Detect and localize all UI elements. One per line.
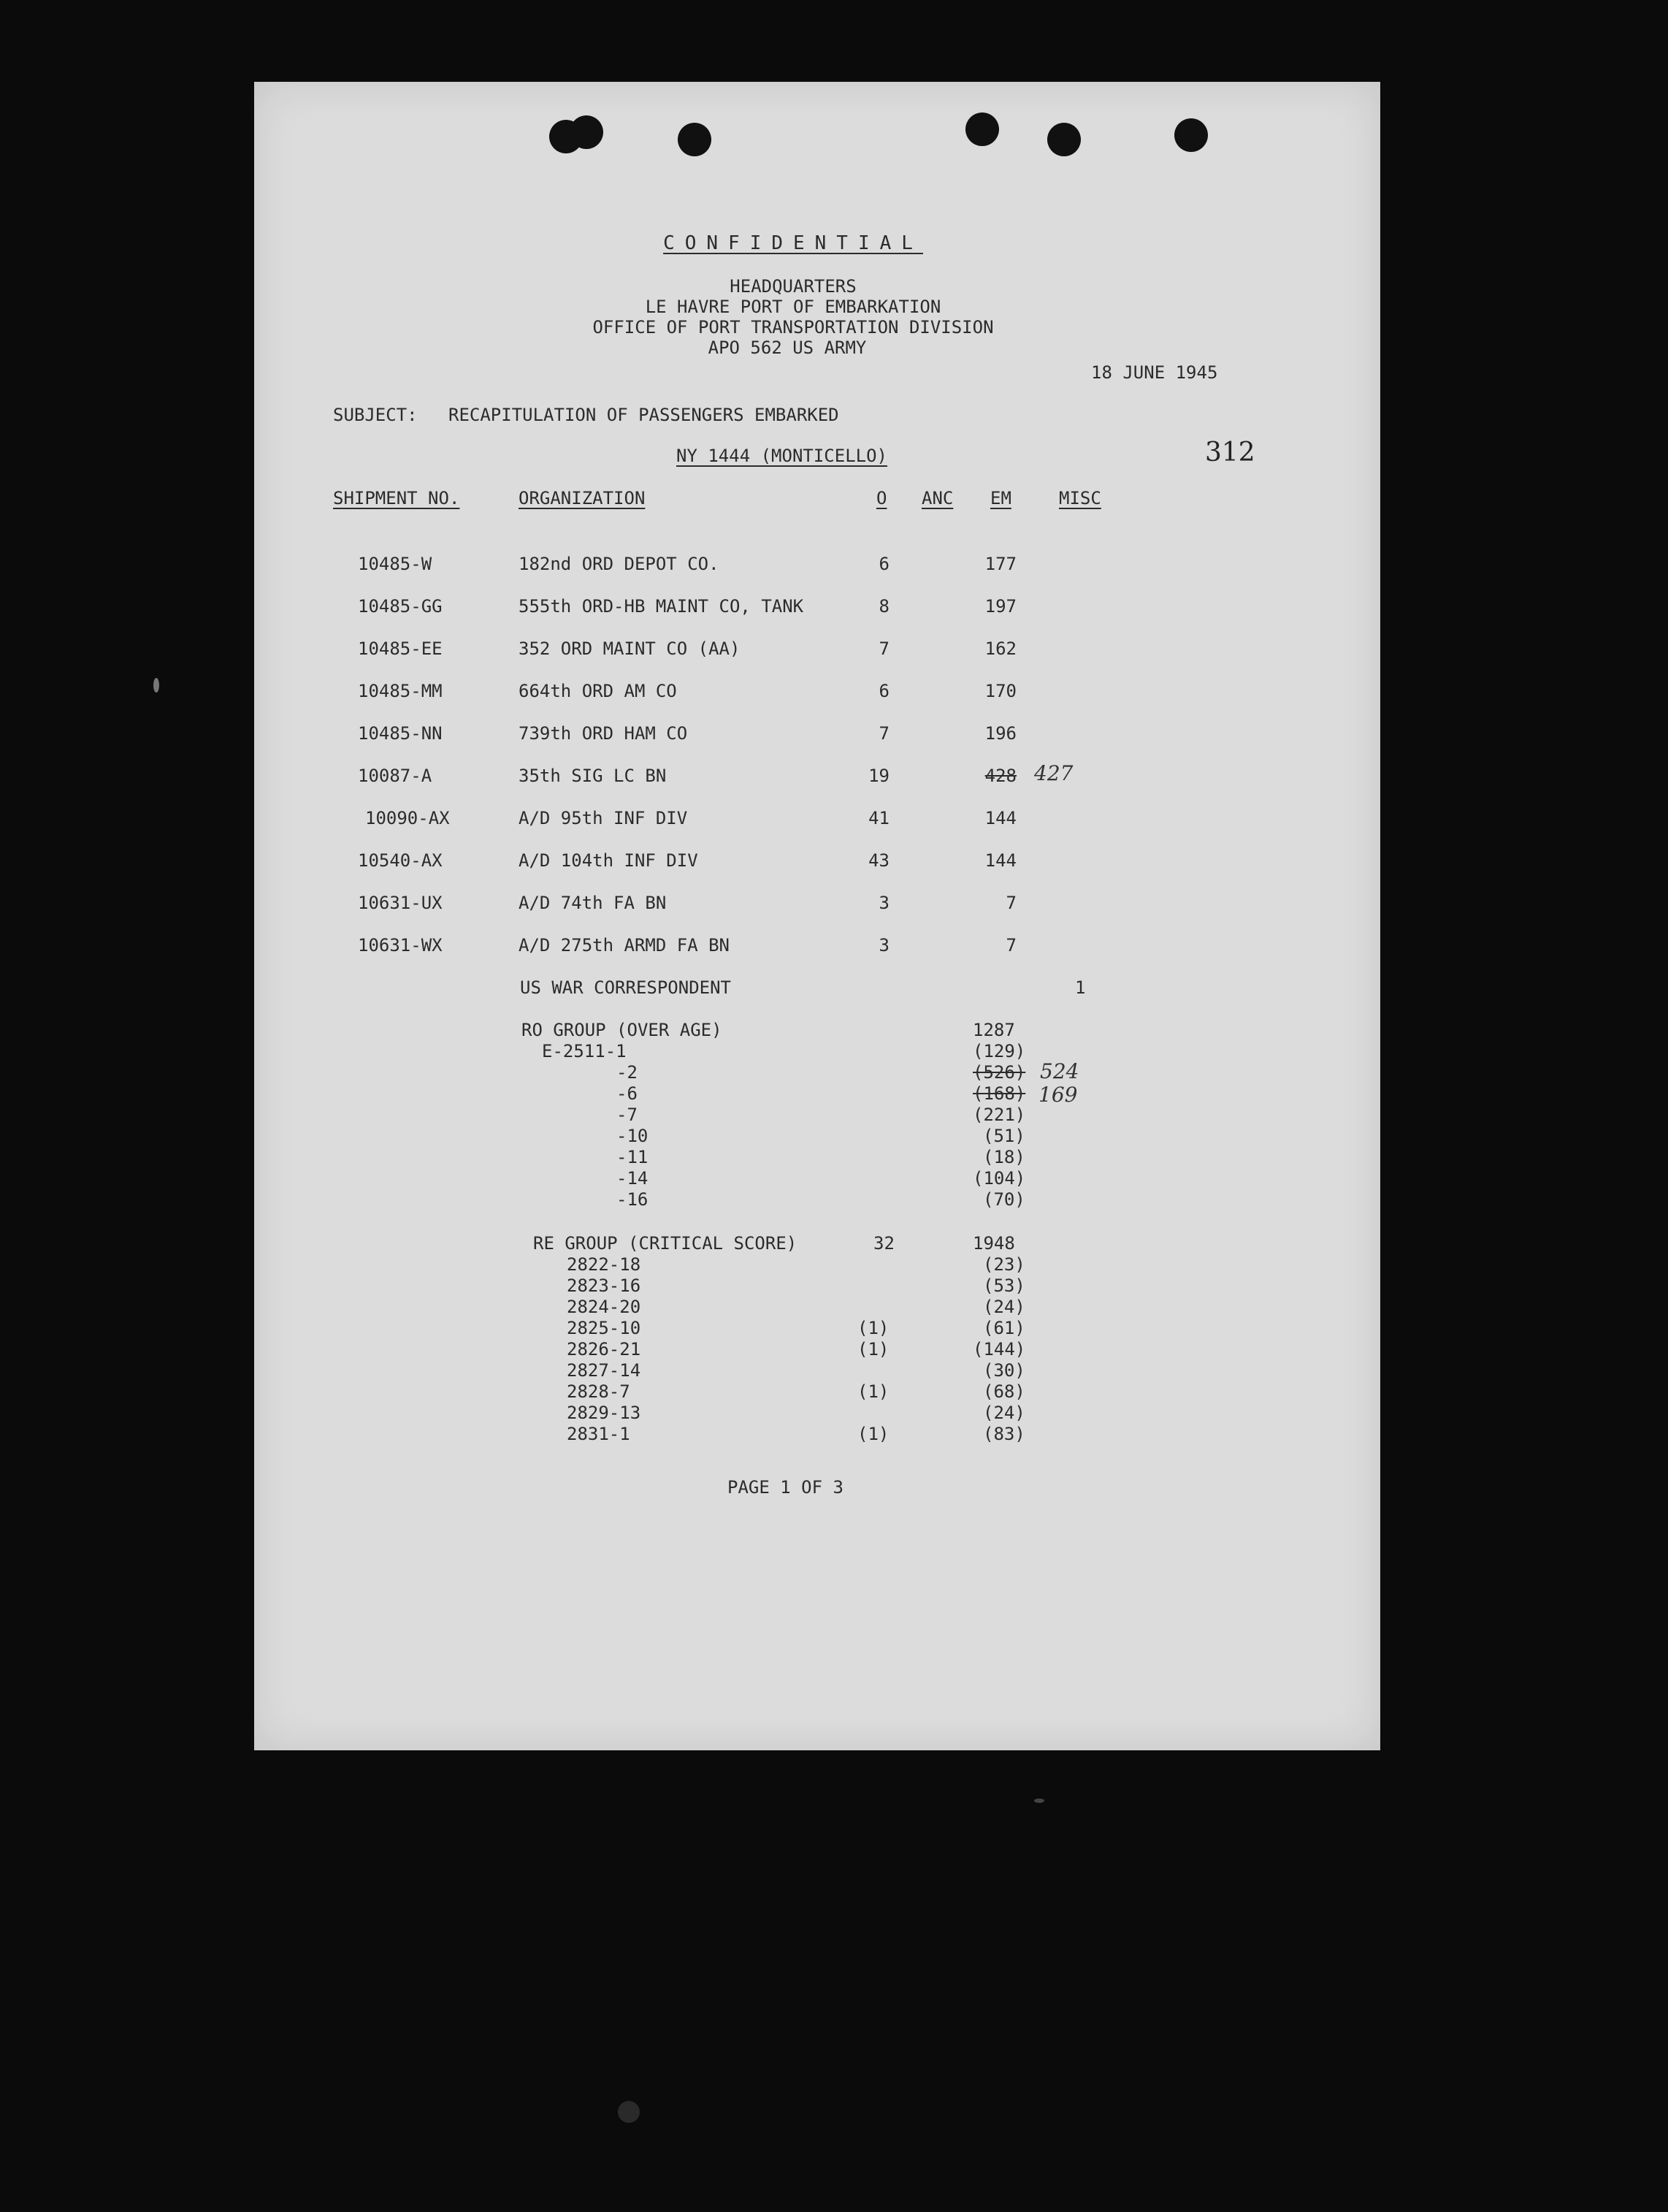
ro-code: -7 (616, 1105, 638, 1125)
enlisted: 162 (984, 638, 1017, 659)
officers: 6 (879, 554, 890, 574)
shipment-no: 10631-UX (358, 893, 443, 913)
re-em: (24) (983, 1403, 1025, 1423)
shipment-no: 10485-GG (358, 596, 443, 617)
enlisted: 197 (984, 596, 1017, 617)
col-em: EM (990, 488, 1011, 508)
re-group-o-total: 32 (873, 1233, 895, 1254)
officers: 19 (868, 766, 890, 786)
ro-code: E-2511-1 (542, 1041, 627, 1061)
scan-speck (1034, 1799, 1044, 1803)
re-em: (30) (983, 1360, 1025, 1381)
col-anc: ANC (922, 488, 954, 508)
enlisted: 144 (984, 808, 1017, 828)
ro-em: (18) (983, 1147, 1025, 1167)
officers: 7 (879, 723, 890, 744)
shipment-no: 10631-WX (358, 935, 443, 956)
subject-text: RECAPITULATION OF PASSENGERS EMBARKED (448, 405, 839, 425)
enlisted: 144 (984, 850, 1017, 871)
col-organization: ORGANIZATION (519, 488, 646, 508)
punch-hole (570, 115, 603, 149)
shipment-no: 10485-NN (358, 723, 443, 744)
shipment-no: 10485-MM (358, 681, 443, 701)
re-code: 2826-21 (567, 1339, 641, 1359)
ro-em-struck: (526) (973, 1062, 1026, 1083)
ro-em: (221) (973, 1105, 1026, 1125)
enlisted: 7 (1006, 893, 1017, 913)
ro-code: -2 (616, 1062, 638, 1083)
organization: 555th ORD-HB MAINT CO, TANK (519, 596, 804, 617)
document-date: 18 JUNE 1945 (1091, 362, 1218, 383)
shipment-no: 10540-AX (358, 850, 443, 871)
organization: 35th SIG LC BN (519, 766, 667, 786)
re-group-title: RE GROUP (CRITICAL SCORE) (533, 1233, 797, 1254)
re-o: (1) (857, 1339, 890, 1359)
re-code: 2827-14 (567, 1360, 641, 1381)
re-em: (68) (983, 1381, 1025, 1402)
organization: A/D 104th INF DIV (519, 850, 698, 871)
shipment-no: 10087-A (358, 766, 432, 786)
col-shipment: SHIPMENT NO. (333, 488, 460, 508)
ro-code: -11 (616, 1147, 649, 1167)
header-line-2: LE HAVRE PORT OF EMBARKATION (645, 297, 941, 317)
officers: 3 (879, 935, 890, 956)
ro-code: -10 (616, 1126, 649, 1146)
classification-heading: CONFIDENTIAL (663, 232, 923, 254)
enlisted: 7 (1006, 935, 1017, 956)
punch-hole (965, 112, 999, 146)
ro-em-struck: (168) (973, 1083, 1026, 1104)
punch-hole (1174, 118, 1208, 152)
subject-label: SUBJECT: (333, 405, 418, 425)
re-o: (1) (857, 1424, 890, 1444)
shipment-no: 10485-EE (358, 638, 443, 659)
ro-em: (51) (983, 1126, 1025, 1146)
ro-em: (129) (973, 1041, 1026, 1061)
enlisted-struck: 428 (984, 766, 1017, 786)
ro-group-em-total: 1287 (973, 1020, 1015, 1040)
re-code: 2831-1 (567, 1424, 630, 1444)
header-line-3: OFFICE OF PORT TRANSPORTATION DIVISION (592, 317, 994, 337)
page-indicator: PAGE 1 OF 3 (727, 1477, 843, 1498)
officers: 8 (879, 596, 890, 617)
ro-code: -16 (616, 1189, 649, 1210)
re-em: (23) (983, 1254, 1025, 1275)
re-em: (24) (983, 1297, 1025, 1317)
punch-hole (1047, 123, 1081, 156)
officers: 6 (879, 681, 890, 701)
shipment-no: 10485-W (358, 554, 432, 574)
correspondent-label: US WAR CORRESPONDENT (520, 977, 731, 998)
scan-speck (618, 2101, 640, 2123)
re-code: 2822-18 (567, 1254, 641, 1275)
document-page (254, 82, 1380, 1750)
ro-group-title: RO GROUP (OVER AGE) (521, 1020, 722, 1040)
ro-code: -14 (616, 1168, 649, 1189)
scan-speck (153, 678, 159, 693)
organization: A/D 95th INF DIV (519, 808, 688, 828)
ro-em: (70) (983, 1189, 1025, 1210)
ship-name: NY 1444 (MONTICELLO) (676, 446, 887, 466)
re-o: (1) (857, 1318, 890, 1338)
stamp-number: 312 (1205, 438, 1255, 468)
organization: A/D 74th FA BN (519, 893, 667, 913)
re-code: 2829-13 (567, 1403, 641, 1423)
re-code: 2828-7 (567, 1381, 630, 1402)
ro-em: (104) (973, 1168, 1026, 1189)
re-em: (144) (973, 1339, 1026, 1359)
col-misc: MISC (1059, 488, 1101, 508)
handwritten-correction: 524 (1040, 1059, 1079, 1083)
organization: 352 ORD MAINT CO (AA) (519, 638, 741, 659)
officers: 3 (879, 893, 890, 913)
header-line-1: HEADQUARTERS (730, 276, 857, 297)
organization: 739th ORD HAM CO (519, 723, 688, 744)
re-code: 2825-10 (567, 1318, 641, 1338)
organization: A/D 275th ARMD FA BN (519, 935, 730, 956)
re-o: (1) (857, 1381, 890, 1402)
enlisted: 196 (984, 723, 1017, 744)
enlisted: 177 (984, 554, 1017, 574)
col-o: O (876, 488, 887, 508)
re-code: 2823-16 (567, 1275, 641, 1296)
handwritten-correction: 169 (1038, 1083, 1078, 1107)
header-line-4: APO 562 US ARMY (708, 337, 867, 358)
re-em: (83) (983, 1424, 1025, 1444)
re-code: 2824-20 (567, 1297, 641, 1317)
ro-code: -6 (616, 1083, 638, 1104)
punch-hole (678, 123, 711, 156)
officers: 7 (879, 638, 890, 659)
enlisted: 170 (984, 681, 1017, 701)
correspondent-misc: 1 (1075, 977, 1086, 998)
organization: 664th ORD AM CO (519, 681, 677, 701)
re-group-em-total: 1948 (973, 1233, 1015, 1254)
handwritten-correction: 427 (1034, 761, 1074, 785)
re-em: (53) (983, 1275, 1025, 1296)
re-em: (61) (983, 1318, 1025, 1338)
officers: 41 (868, 808, 890, 828)
shipment-no: 10090-AX (365, 808, 450, 828)
officers: 43 (868, 850, 890, 871)
organization: 182nd ORD DEPOT CO. (519, 554, 719, 574)
